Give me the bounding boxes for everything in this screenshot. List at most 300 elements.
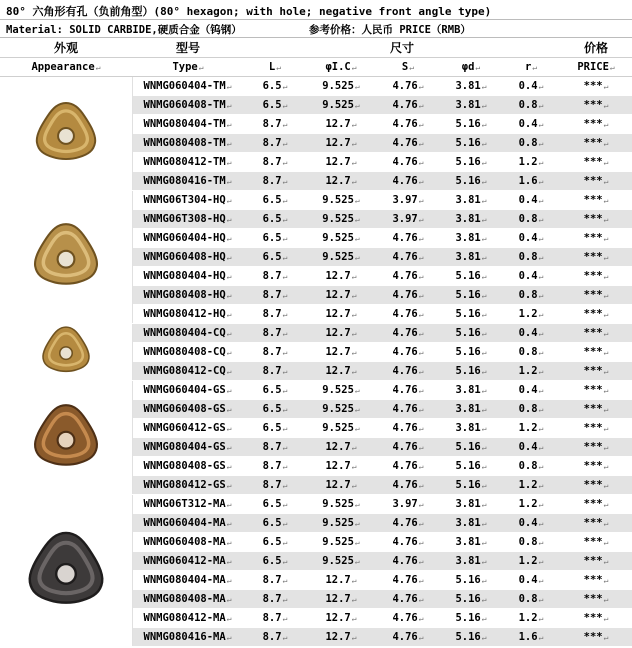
row-mark: ↵	[481, 556, 487, 566]
appearance-cell	[0, 494, 132, 646]
row-mark: ↵	[418, 119, 424, 129]
row-mark: ↵	[538, 366, 544, 376]
d-value: 3.81	[455, 516, 481, 529]
insert-image-0	[31, 99, 101, 165]
d-cell	[440, 589, 502, 608]
row-mark: ↵	[418, 176, 424, 186]
S-value: 4.76	[392, 459, 418, 472]
type-cell	[132, 589, 244, 608]
price-cell	[560, 266, 632, 285]
price-value: ***	[583, 402, 603, 415]
L-value: 8.7	[262, 288, 282, 301]
type-value: WNMG080404-HQ	[143, 269, 226, 282]
d-value: 3.81	[455, 98, 481, 111]
row-mark: ↵	[418, 537, 424, 547]
type-cell	[132, 361, 244, 380]
appearance-cell	[0, 76, 132, 190]
IC-value: 12.7	[325, 440, 351, 453]
d-value: 3.81	[455, 383, 481, 396]
L-cell	[244, 190, 306, 209]
r-value: 0.8	[518, 288, 538, 301]
IC-cell	[306, 76, 376, 95]
S-cell	[376, 570, 440, 589]
L-value: 6.5	[262, 212, 282, 225]
row-mark: ↵	[282, 328, 288, 338]
type-value: WNMG080408-CQ	[143, 345, 226, 358]
d-value: 3.81	[455, 231, 481, 244]
row-mark: ↵	[481, 214, 487, 224]
IC-cell	[306, 494, 376, 513]
r-cell	[502, 608, 560, 627]
S-cell	[376, 323, 440, 342]
d-value: 5.16	[455, 345, 481, 358]
center-hole	[57, 431, 74, 448]
row-mark: ↵	[418, 214, 424, 224]
IC-value: 9.525	[322, 402, 354, 415]
row-mark: ↵	[603, 252, 609, 262]
IC-cell	[306, 380, 376, 399]
row-mark: ↵	[603, 461, 609, 471]
r-cell	[502, 399, 560, 418]
d-cell	[440, 551, 502, 570]
table-row	[0, 494, 632, 513]
S-value: 4.76	[392, 79, 418, 92]
r-value: 0.4	[518, 117, 538, 130]
d-value: 5.16	[455, 269, 481, 282]
price-value: ***	[583, 212, 603, 225]
d-value: 5.16	[455, 611, 481, 624]
header-S	[376, 57, 440, 76]
row-mark: ↵	[354, 385, 360, 395]
r-cell	[502, 551, 560, 570]
r-value: 0.8	[518, 250, 538, 263]
row-mark: ↵	[603, 594, 609, 604]
IC-cell	[306, 570, 376, 589]
S-cell	[376, 209, 440, 228]
row-mark: ↵	[351, 62, 357, 72]
table-row	[0, 76, 632, 95]
d-cell	[440, 494, 502, 513]
S-cell	[376, 494, 440, 513]
r-cell	[502, 475, 560, 494]
row-mark: ↵	[226, 271, 232, 281]
r-cell	[502, 209, 560, 228]
IC-cell	[306, 285, 376, 304]
row-mark: ↵	[538, 613, 544, 623]
L-value: 6.5	[262, 535, 282, 548]
d-cell	[440, 342, 502, 361]
r-value: 0.4	[518, 326, 538, 339]
type-value: WNMG060412-MA	[143, 554, 226, 567]
r-value: 0.4	[518, 269, 538, 282]
row-mark: ↵	[603, 442, 609, 452]
row-mark: ↵	[354, 214, 360, 224]
d-value: 5.16	[455, 459, 481, 472]
row-mark: ↵	[354, 518, 360, 528]
r-cell	[502, 323, 560, 342]
row-mark: ↵	[351, 575, 357, 585]
row-mark: ↵	[351, 119, 357, 129]
IC-value: 12.7	[325, 364, 351, 377]
IC-value: 12.7	[325, 592, 351, 605]
row-mark: ↵	[603, 157, 609, 167]
type-cell	[132, 76, 244, 95]
row-mark: ↵	[538, 252, 544, 262]
L-value: 8.7	[262, 345, 282, 358]
row-mark: ↵	[603, 518, 609, 528]
IC-cell	[306, 304, 376, 323]
row-mark: ↵	[481, 271, 487, 281]
title-bar	[0, 0, 632, 20]
row-mark: ↵	[538, 632, 544, 642]
S-cell	[376, 95, 440, 114]
type-value: WNMG060408-HQ	[143, 250, 226, 263]
type-value: WNMG080404-MA	[143, 573, 226, 586]
r-value: 1.2	[518, 554, 538, 567]
IC-value: 9.525	[322, 383, 354, 396]
meta-bar	[0, 20, 632, 38]
IC-cell	[306, 437, 376, 456]
row-mark: ↵	[226, 157, 232, 167]
row-mark: ↵	[418, 499, 424, 509]
S-cell	[376, 475, 440, 494]
S-cell	[376, 304, 440, 323]
IC-value: 12.7	[325, 117, 351, 130]
S-value: 3.97	[392, 193, 418, 206]
r-cell	[502, 380, 560, 399]
S-value: 4.76	[392, 440, 418, 453]
r-cell	[502, 133, 560, 152]
IC-cell	[306, 190, 376, 209]
d-cell	[440, 76, 502, 95]
row-mark: ↵	[226, 366, 232, 376]
row-mark: ↵	[538, 404, 544, 414]
price-cell	[560, 76, 632, 95]
row-mark: ↵	[603, 613, 609, 623]
row-mark: ↵	[603, 81, 609, 91]
S-value: 4.76	[392, 250, 418, 263]
row-mark: ↵	[351, 613, 357, 623]
row-mark: ↵	[418, 81, 424, 91]
type-cell	[132, 171, 244, 190]
r-value: 1.2	[518, 364, 538, 377]
row-mark: ↵	[603, 347, 609, 357]
L-value: 6.5	[262, 497, 282, 510]
row-mark: ↵	[481, 632, 487, 642]
S-value: 4.76	[392, 345, 418, 358]
price-value: ***	[583, 516, 603, 529]
r-cell	[502, 266, 560, 285]
row-mark: ↵	[418, 290, 424, 300]
row-mark: ↵	[481, 480, 487, 490]
row-mark: ↵	[481, 252, 487, 262]
center-hole	[56, 564, 76, 584]
r-value: 0.8	[518, 592, 538, 605]
row-mark: ↵	[418, 328, 424, 338]
d-cell	[440, 380, 502, 399]
row-mark: ↵	[481, 575, 487, 585]
r-cell	[502, 570, 560, 589]
L-cell	[244, 247, 306, 266]
type-cell	[132, 209, 244, 228]
IC-value: 9.525	[322, 212, 354, 225]
L-cell	[244, 475, 306, 494]
type-value: WNMG080412-TM	[143, 155, 226, 168]
IC-cell	[306, 228, 376, 247]
type-cell	[132, 570, 244, 589]
type-cell	[132, 551, 244, 570]
S-value: 4.76	[392, 516, 418, 529]
row-mark: ↵	[282, 100, 288, 110]
row-mark: ↵	[282, 404, 288, 414]
row-mark: ↵	[226, 613, 232, 623]
price-cell	[560, 361, 632, 380]
row-mark: ↵	[282, 423, 288, 433]
d-cell	[440, 266, 502, 285]
row-mark: ↵	[282, 632, 288, 642]
price-cell	[560, 114, 632, 133]
type-cell	[132, 418, 244, 437]
L-value: 8.7	[262, 155, 282, 168]
S-value: 4.76	[392, 421, 418, 434]
row-mark: ↵	[481, 176, 487, 186]
row-mark: ↵	[481, 366, 487, 376]
S-cell	[376, 532, 440, 551]
row-mark: ↵	[354, 556, 360, 566]
row-mark: ↵	[418, 632, 424, 642]
price-cell	[560, 209, 632, 228]
price-cell	[560, 589, 632, 608]
r-value: 0.8	[518, 345, 538, 358]
row-mark: ↵	[538, 271, 544, 281]
S-cell	[376, 228, 440, 247]
r-value: 0.8	[518, 212, 538, 225]
header-r-text: r	[524, 60, 532, 73]
row-mark: ↵	[226, 176, 232, 186]
S-value: 4.76	[392, 288, 418, 301]
row-mark: ↵	[418, 233, 424, 243]
r-cell	[502, 513, 560, 532]
L-cell	[244, 608, 306, 627]
type-value: WNMG060408-MA	[143, 535, 226, 548]
L-value: 8.7	[262, 592, 282, 605]
type-value: WNMG060412-GS	[143, 421, 226, 434]
IC-cell	[306, 532, 376, 551]
insert-image-2	[36, 324, 96, 376]
L-cell	[244, 418, 306, 437]
S-value: 4.76	[392, 611, 418, 624]
row-mark: ↵	[418, 442, 424, 452]
d-cell	[440, 437, 502, 456]
L-cell	[244, 456, 306, 475]
row-mark: ↵	[481, 461, 487, 471]
S-cell	[376, 380, 440, 399]
L-cell	[244, 133, 306, 152]
d-value: 5.16	[455, 136, 481, 149]
row-mark: ↵	[282, 138, 288, 148]
row-mark: ↵	[603, 499, 609, 509]
row-mark: ↵	[603, 480, 609, 490]
header-S-text: S	[401, 60, 409, 73]
L-value: 6.5	[262, 402, 282, 415]
IC-value: 12.7	[325, 155, 351, 168]
row-mark: ↵	[226, 100, 232, 110]
price-reference-label: 参考价格：人民币 PRICE（RMB）	[309, 24, 471, 36]
r-value: 0.8	[518, 98, 538, 111]
row-mark: ↵	[481, 537, 487, 547]
price-cell	[560, 285, 632, 304]
row-mark: ↵	[481, 423, 487, 433]
insert-image-4	[23, 528, 109, 610]
price-cell	[560, 551, 632, 570]
row-mark: ↵	[226, 252, 232, 262]
S-value: 4.76	[392, 364, 418, 377]
row-mark: ↵	[282, 195, 288, 205]
d-value: 5.16	[455, 573, 481, 586]
d-cell	[440, 475, 502, 494]
row-mark: ↵	[481, 404, 487, 414]
price-value: ***	[583, 345, 603, 358]
r-value: 0.4	[518, 440, 538, 453]
row-mark: ↵	[481, 119, 487, 129]
row-mark: ↵	[282, 613, 288, 623]
row-mark: ↵	[603, 233, 609, 243]
L-cell	[244, 95, 306, 114]
type-cell	[132, 323, 244, 342]
type-value: WNMG080408-TM	[143, 136, 226, 149]
row-mark: ↵	[351, 366, 357, 376]
S-cell	[376, 285, 440, 304]
header-type-cn: 型号	[132, 38, 244, 57]
row-mark: ↵	[603, 119, 609, 129]
r-value: 0.4	[518, 383, 538, 396]
IC-cell	[306, 418, 376, 437]
row-mark: ↵	[226, 309, 232, 319]
type-value: WNMG080408-MA	[143, 592, 226, 605]
price-value: ***	[583, 440, 603, 453]
insert-image-3	[31, 395, 101, 477]
IC-cell	[306, 266, 376, 285]
L-cell	[244, 152, 306, 171]
header-row-en	[0, 57, 632, 76]
IC-value: 12.7	[325, 345, 351, 358]
row-mark: ↵	[282, 81, 288, 91]
row-mark: ↵	[418, 518, 424, 528]
L-cell	[244, 342, 306, 361]
L-value: 8.7	[262, 136, 282, 149]
row-mark: ↵	[418, 347, 424, 357]
row-mark: ↵	[282, 461, 288, 471]
price-cell	[560, 152, 632, 171]
d-value: 5.16	[455, 117, 481, 130]
r-cell	[502, 285, 560, 304]
row-mark: ↵	[538, 385, 544, 395]
d-value: 3.81	[455, 212, 481, 225]
r-cell	[502, 342, 560, 361]
S-cell	[376, 513, 440, 532]
row-mark: ↵	[418, 575, 424, 585]
row-mark: ↵	[282, 366, 288, 376]
row-mark: ↵	[226, 575, 232, 585]
IC-value: 12.7	[325, 478, 351, 491]
row-mark: ↵	[538, 157, 544, 167]
row-mark: ↵	[226, 385, 232, 395]
price-cell	[560, 380, 632, 399]
type-value: WNMG080412-MA	[143, 611, 226, 624]
type-value: WNMG080416-TM	[143, 174, 226, 187]
row-mark: ↵	[226, 461, 232, 471]
S-value: 4.76	[392, 117, 418, 130]
d-value: 3.81	[455, 193, 481, 206]
IC-value: 12.7	[325, 459, 351, 472]
price-value: ***	[583, 535, 603, 548]
row-mark: ↵	[282, 385, 288, 395]
row-mark: ↵	[418, 138, 424, 148]
L-value: 8.7	[262, 307, 282, 320]
d-value: 5.16	[455, 174, 481, 187]
r-cell	[502, 456, 560, 475]
d-value: 5.16	[455, 478, 481, 491]
appearance-cell	[0, 190, 132, 323]
row-mark: ↵	[351, 461, 357, 471]
header-appearance-en	[0, 57, 132, 76]
L-cell	[244, 399, 306, 418]
row-mark: ↵	[481, 290, 487, 300]
price-cell	[560, 304, 632, 323]
row-mark: ↵	[226, 442, 232, 452]
d-value: 5.16	[455, 630, 481, 643]
r-cell	[502, 304, 560, 323]
type-cell	[132, 304, 244, 323]
r-cell	[502, 190, 560, 209]
row-mark: ↵	[538, 556, 544, 566]
r-cell	[502, 418, 560, 437]
IC-cell	[306, 247, 376, 266]
price-cell	[560, 323, 632, 342]
row-mark: ↵	[282, 518, 288, 528]
r-value: 1.6	[518, 630, 538, 643]
L-value: 8.7	[262, 459, 282, 472]
row-mark: ↵	[609, 62, 615, 72]
type-value: WNMG080408-HQ	[143, 288, 226, 301]
d-value: 5.16	[455, 288, 481, 301]
price-value: ***	[583, 326, 603, 339]
r-cell	[502, 627, 560, 646]
IC-value: 9.525	[322, 554, 354, 567]
d-cell	[440, 323, 502, 342]
row-mark: ↵	[418, 271, 424, 281]
row-mark: ↵	[538, 594, 544, 604]
header-dimensions-text: 尺寸	[390, 40, 415, 55]
header-type-en-text: Type	[172, 60, 198, 73]
r-value: 1.2	[518, 478, 538, 491]
price-cell	[560, 494, 632, 513]
IC-value: 9.525	[322, 193, 354, 206]
r-value: 0.8	[518, 402, 538, 415]
d-cell	[440, 285, 502, 304]
row-mark: ↵	[538, 290, 544, 300]
row-mark: ↵	[603, 404, 609, 414]
price-cell	[560, 437, 632, 456]
sheet-title: 80° 六角形有孔（负前角型）(80° hexagon; with hole; negative front angle type)	[6, 5, 492, 18]
S-cell	[376, 266, 440, 285]
header-price-en-text: PRICE	[577, 60, 609, 73]
S-value: 4.76	[392, 269, 418, 282]
price-cell	[560, 418, 632, 437]
L-value: 8.7	[262, 630, 282, 643]
row-mark: ↵	[603, 385, 609, 395]
r-cell	[502, 361, 560, 380]
